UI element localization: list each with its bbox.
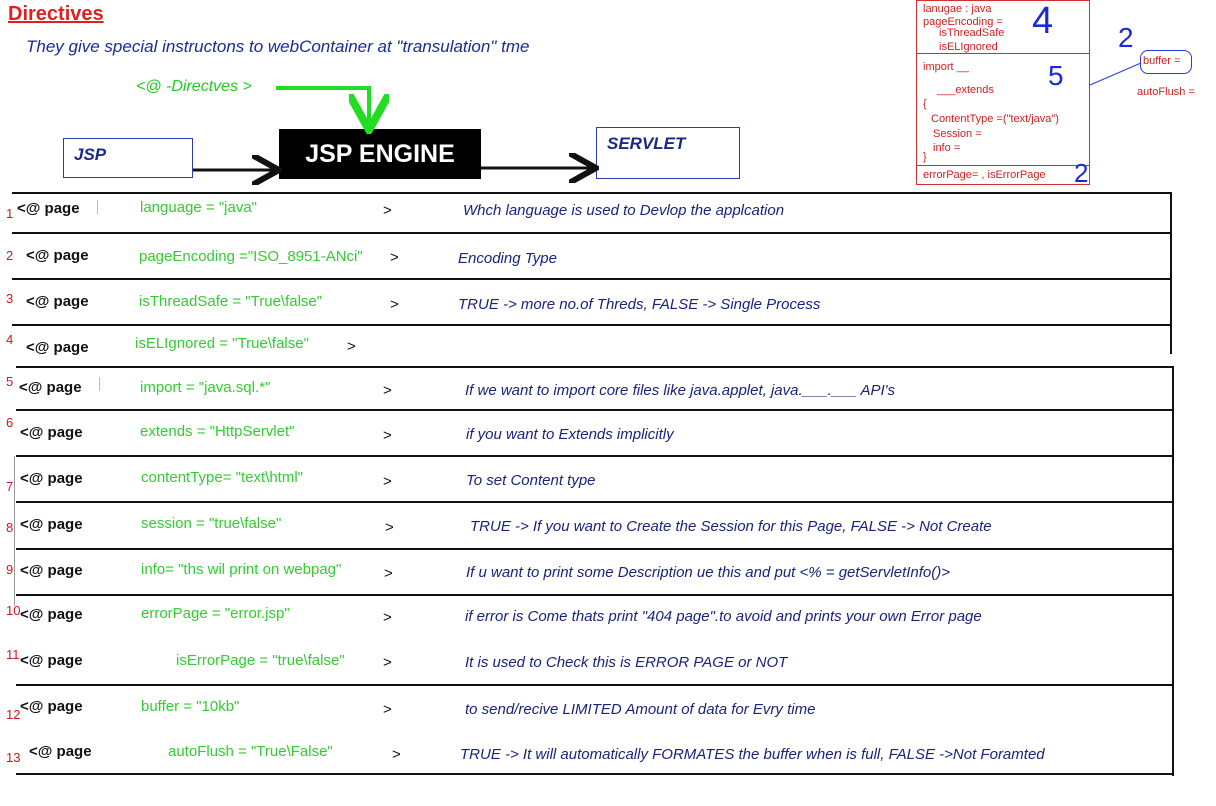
- row-number: 5: [6, 374, 14, 389]
- page-directive: <@ page: [26, 339, 89, 356]
- row-number: 1: [6, 206, 14, 221]
- jsp-label: JSP: [74, 145, 107, 164]
- row-number: 3: [6, 291, 14, 306]
- note-line: import __: [923, 61, 969, 73]
- close-bracket: >: [383, 427, 392, 444]
- note-divider: [917, 165, 1089, 166]
- close-bracket: >: [384, 565, 393, 582]
- note-line: isThreadSafe: [939, 27, 1005, 39]
- page-directive: <@ page: [20, 562, 83, 579]
- attribute-value: session = "true\false": [141, 515, 282, 532]
- table-row: [0, 600, 1216, 646]
- close-bracket: >: [383, 202, 392, 219]
- page-directive: <@ page: [20, 516, 83, 533]
- note-line: lanugae : java: [923, 3, 992, 15]
- row-number: 8: [6, 520, 14, 535]
- close-bracket: >: [383, 473, 392, 490]
- page-directive: <@ page: [17, 200, 80, 217]
- jsp-engine-label: JSP ENGINE: [305, 139, 455, 168]
- attribute-value: contentType= "text\html": [141, 469, 303, 486]
- page-directive: <@ page: [20, 606, 83, 623]
- servlet-label: SERVLET: [607, 134, 686, 153]
- row-number: 2: [6, 248, 14, 263]
- attribute-value: extends = "HttpServlet": [140, 423, 295, 440]
- table-row: [0, 737, 1216, 783]
- close-bracket: >: [390, 296, 399, 313]
- description: TRUE -> If you want to Create the Session for this Page, FALSE -> Not Create: [470, 518, 992, 535]
- note-line: Session =: [933, 128, 982, 140]
- note-line: ___extends: [937, 84, 994, 96]
- table-row: [0, 555, 1216, 601]
- note-divider: [917, 53, 1089, 54]
- table-row: [0, 417, 1216, 463]
- note-line: }: [923, 151, 927, 163]
- attribute-value: language = "java": [140, 199, 257, 216]
- close-bracket: >: [383, 609, 392, 626]
- handwritten-number: 5: [1048, 60, 1064, 91]
- attribute-value: buffer = "10kb": [141, 698, 240, 715]
- autoflush-note: autoFlush =: [1137, 86, 1195, 98]
- description: Whch language is used to Devlop the applcation: [463, 202, 785, 219]
- description: If we want to import core files like java.applet, java.___.___ API's: [465, 382, 896, 399]
- attribute-value: isErrorPage = "true\false": [176, 652, 345, 669]
- handwritten-number: 2: [1118, 22, 1134, 53]
- table-row: [0, 509, 1216, 555]
- directive-label: <@ -Directves >: [136, 78, 252, 95]
- table-row: [0, 195, 1216, 241]
- arrow-directive-to-engine: [276, 88, 369, 126]
- attribute-value: errorPage = "error.jsp": [141, 605, 290, 622]
- note-line: info =: [933, 142, 961, 154]
- description: if error is Come thats print "404 page".to avoid and prints your own Error page: [465, 608, 982, 625]
- table-row: [0, 463, 1216, 509]
- row-number: 11: [6, 647, 20, 662]
- close-bracket: >: [390, 249, 399, 266]
- row-number: 13: [6, 750, 21, 765]
- close-bracket: >: [347, 338, 356, 355]
- close-bracket: >: [385, 519, 394, 536]
- separator-mark: [99, 377, 100, 391]
- buffer-bubble: buffer =: [1140, 50, 1192, 74]
- description: It is used to Check this is ERROR PAGE or NOT: [465, 654, 788, 671]
- close-bracket: >: [383, 701, 392, 718]
- handwritten-number: 2: [1074, 158, 1089, 188]
- page-title: Directives: [8, 3, 104, 25]
- close-bracket: >: [383, 654, 392, 671]
- page-directive: <@ page: [20, 652, 83, 669]
- attribute-value: isELIgnored = "True\false": [135, 335, 309, 352]
- table-border: [12, 192, 1172, 194]
- row-number: 10: [6, 603, 21, 618]
- page-directive: <@ page: [26, 247, 89, 264]
- page-directive: <@ page: [29, 743, 92, 760]
- row-number: 9: [6, 562, 14, 577]
- table-row: [0, 645, 1216, 691]
- attribute-value: autoFlush = "True\False": [168, 743, 333, 760]
- attribute-value: info= "ths wil print on webpag": [141, 561, 342, 578]
- page-directive: <@ page: [20, 424, 83, 441]
- attribute-value: pageEncoding ="ISO_8951-ANci": [139, 248, 363, 265]
- description: to send/recive LIMITED Amount of data for Evry time: [465, 701, 816, 718]
- page-directive: <@ page: [20, 470, 83, 487]
- page-directive: <@ page: [20, 698, 83, 715]
- note-line: isELIgnored: [939, 41, 998, 53]
- note-line: {: [923, 98, 927, 110]
- note-line: pageEncoding =: [923, 16, 1003, 28]
- attribute-value: import = "java.sql.*": [140, 379, 271, 396]
- row-number: 4: [6, 332, 14, 347]
- separator-mark: [97, 200, 98, 214]
- bubble-connector: [1090, 63, 1141, 85]
- row-number: 6: [6, 415, 14, 430]
- table-row: [0, 330, 1216, 376]
- page-directive: <@ page: [26, 293, 89, 310]
- close-bracket: >: [392, 746, 401, 763]
- description: if you want to Extends implicitly: [466, 426, 674, 443]
- handwritten-number: 4: [1032, 0, 1054, 42]
- table-row: [0, 372, 1216, 418]
- page-directive: <@ page: [19, 379, 82, 396]
- close-bracket: >: [383, 382, 392, 399]
- attribute-value: isThreadSafe = "True\false": [139, 293, 323, 310]
- description: If u want to print some Description ue this and put <% = getServletInfo()>: [466, 564, 951, 581]
- notes-box: [916, 0, 1090, 185]
- table-row: [0, 692, 1216, 738]
- description: TRUE -> more no.of Threds, FALSE -> Single Process: [458, 296, 821, 313]
- note-line: errorPage= , isErrorPage: [923, 169, 1046, 181]
- description: Encoding Type: [458, 250, 557, 267]
- description: To set Content type: [466, 472, 596, 489]
- note-line: ContentType =("text/java"): [931, 113, 1059, 125]
- table-row: [0, 241, 1216, 287]
- description: TRUE -> It will automatically FORMATES the buffer when is full, FALSE ->Not Foramted: [460, 746, 1045, 763]
- table-row: [0, 286, 1216, 332]
- row-number: 12: [6, 707, 21, 722]
- subtitle: They give special instructons to webContainer at "transulation" tme: [26, 37, 530, 56]
- row-number: 7: [6, 479, 14, 494]
